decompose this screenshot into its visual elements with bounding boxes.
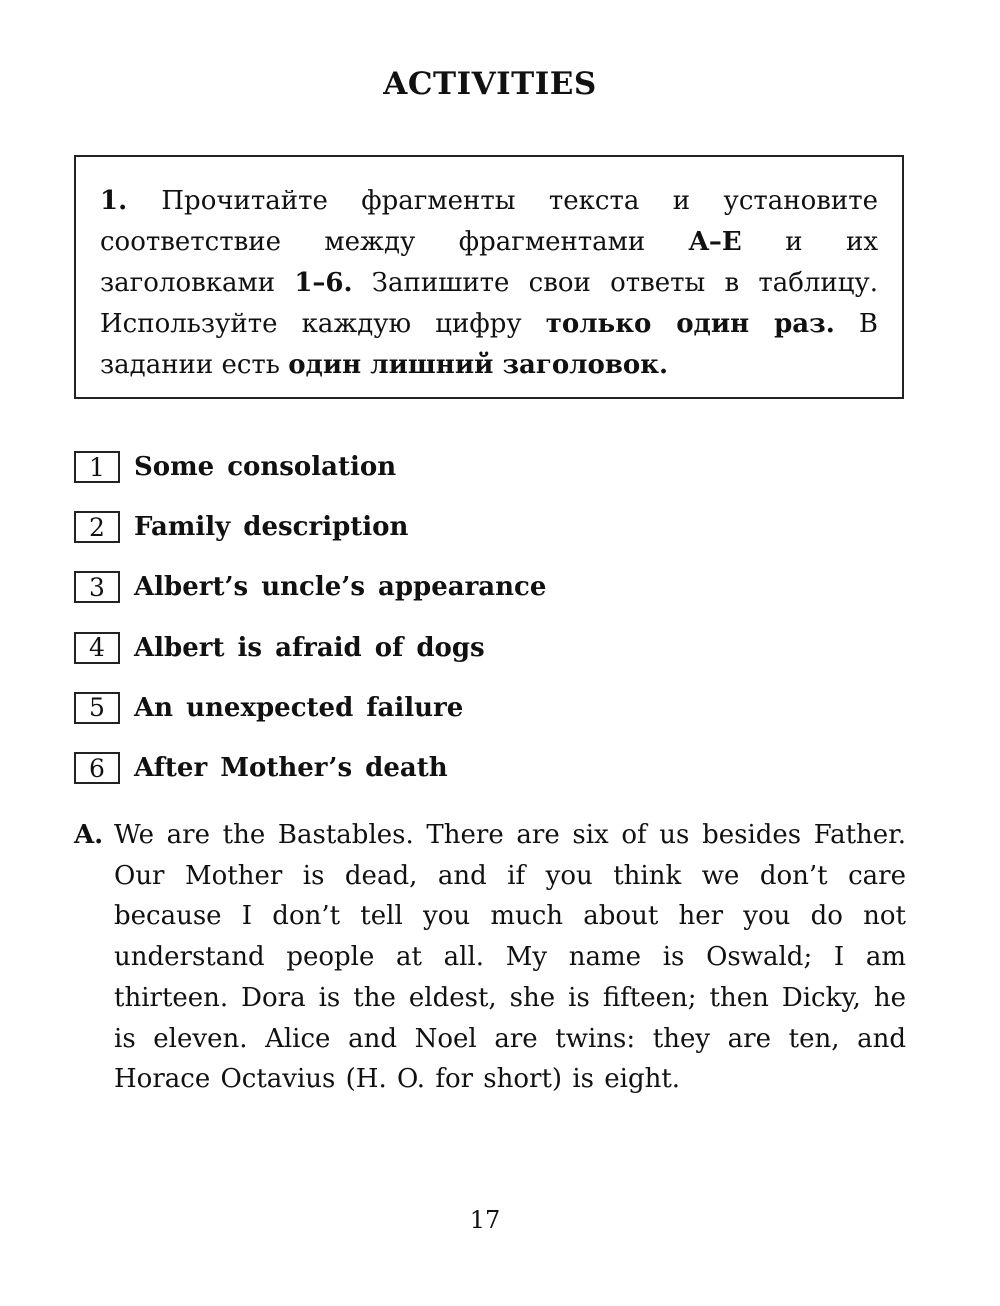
heading-text: Albert’s uncle’s appearance xyxy=(134,572,547,603)
heading-item-2 xyxy=(74,497,874,557)
instruction-segment: Запишите свои ответы в таблицу. Используйте каждую цифру xyxy=(100,268,878,339)
text-fragment-a xyxy=(74,815,906,1100)
heading-number-box: 1 xyxy=(74,451,120,483)
heading-item-6 xyxy=(74,738,874,798)
page-title: ACTIVITIES xyxy=(383,66,597,102)
heading-number-box: 2 xyxy=(74,511,120,543)
fragment-label: A. xyxy=(74,820,104,850)
heading-item-4 xyxy=(74,618,874,678)
heading-number-box: 5 xyxy=(74,692,120,724)
fragment-text: We are the Bastables. There are six of us besides Father. Our Mother is dead, and if you think we don’t care because I don’t tell you much about her you do not understand people at all. My name is Oswald; I am thirteen. Dora is the eldest, she is fifteen; then Dicky, he is eleven. Alice and Noel are twins: they are ten, and Horace Octavius (H. O. for short) is eight. xyxy=(114,820,906,1095)
heading-number-box: 6 xyxy=(74,752,120,784)
heading-item-1 xyxy=(74,437,874,497)
task-instruction-text xyxy=(100,181,878,386)
heading-text: Some consolation xyxy=(134,452,397,483)
heading-number-box: 4 xyxy=(74,632,120,664)
instruction-segment: и их заголовками xyxy=(100,227,878,298)
heading-number-box: 3 xyxy=(74,571,120,603)
heading-item-3 xyxy=(74,557,874,617)
page-number: 17 xyxy=(469,1206,501,1234)
instruction-emphasis: A–E xyxy=(688,227,742,257)
heading-text: An unexpected failure xyxy=(134,692,464,723)
instruction-emphasis: 1. xyxy=(100,186,162,216)
task-instruction-box xyxy=(74,155,904,399)
heading-text: After Mother’s death xyxy=(134,753,448,784)
heading-item-5 xyxy=(74,678,874,738)
instruction-emphasis: 1–6. xyxy=(294,268,353,298)
instruction-emphasis: один лишний заголовок. xyxy=(288,350,669,380)
headings-list xyxy=(74,437,874,798)
instruction-segment: Прочитайте фрагменты текста и установите соответствие между фрагментами xyxy=(100,186,878,257)
heading-text: Albert is afraid of dogs xyxy=(134,632,485,663)
heading-text: Family description xyxy=(134,512,409,543)
instruction-emphasis: только один раз. xyxy=(545,309,835,339)
instruction-segment: В задании есть xyxy=(100,309,879,380)
